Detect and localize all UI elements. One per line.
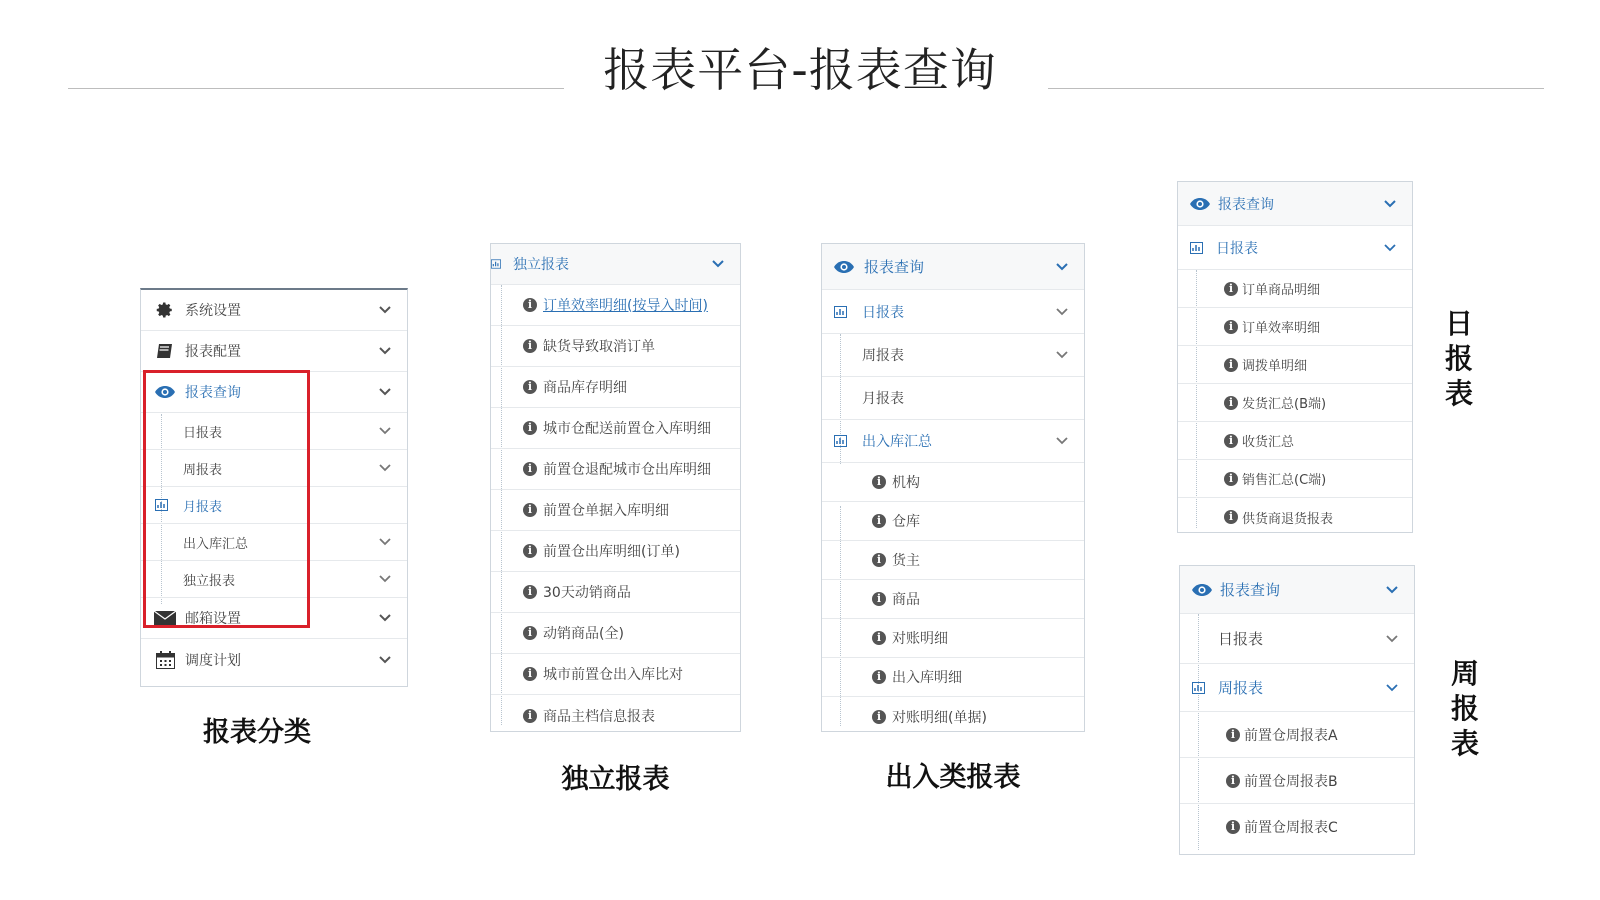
list-item[interactable]: [491, 572, 740, 613]
menu-label: 独立报表: [183, 573, 236, 589]
list-item[interactable]: [491, 490, 740, 531]
chart-icon: [491, 256, 501, 272]
info-icon: i: [523, 380, 537, 394]
info-icon: i: [523, 667, 537, 681]
menu-label: 邮箱设置: [185, 611, 241, 627]
list-item[interactable]: [822, 502, 1084, 541]
chevron-down-icon[interactable]: [1384, 584, 1400, 596]
chevron-down-icon[interactable]: [377, 612, 393, 624]
list-item[interactable]: [491, 449, 740, 490]
report-label: 订单效率明细: [1242, 321, 1321, 336]
standalone-report-panel: [490, 243, 741, 732]
info-icon: i: [523, 421, 537, 435]
panel-header-report-query[interactable]: [822, 244, 1084, 290]
inout-report-panel: [821, 243, 1085, 732]
daily-report-panel: [1177, 181, 1413, 533]
info-icon: i: [523, 339, 537, 353]
report-label: 城市前置仓出入库比对: [543, 667, 683, 683]
info-icon: i: [872, 710, 886, 724]
chevron-down-icon[interactable]: [377, 386, 393, 398]
menu-daily-report[interactable]: [1178, 226, 1412, 270]
report-label: 出入库明细: [892, 670, 962, 686]
menu-label: 周报表: [862, 348, 904, 364]
chevron-down-icon[interactable]: [377, 573, 393, 585]
info-icon: i: [523, 544, 537, 558]
report-label: 城市仓配送前置仓入库明细: [543, 421, 711, 437]
panel-header-report-query[interactable]: [1178, 182, 1412, 226]
report-label: 缺货导致取消订单: [543, 339, 655, 355]
list-item[interactable]: [822, 658, 1084, 697]
calendar-icon: [154, 650, 176, 670]
menu-report-config[interactable]: [141, 331, 407, 372]
info-icon: i: [1224, 396, 1238, 410]
menu-label: 周报表: [1218, 679, 1264, 697]
info-icon: i: [1226, 774, 1240, 788]
report-label: 30天动销商品: [543, 585, 631, 601]
chevron-down-icon[interactable]: [710, 258, 726, 270]
list-item[interactable]: [1178, 384, 1412, 422]
menu-system-settings[interactable]: [141, 290, 407, 331]
info-icon: i: [872, 592, 886, 606]
caption-report-category: 报表分类: [203, 717, 311, 748]
info-icon: i: [523, 626, 537, 640]
info-icon: i: [1224, 358, 1238, 372]
report-label: 前置仓周报表A: [1244, 727, 1338, 744]
eye-icon: [1190, 580, 1214, 600]
list-item[interactable]: [491, 285, 740, 326]
list-item[interactable]: [1180, 804, 1414, 850]
list-item[interactable]: [822, 697, 1084, 732]
info-icon: i: [523, 503, 537, 517]
list-item[interactable]: [1180, 758, 1414, 804]
menu-label: 系统设置: [185, 303, 241, 319]
menu-inout-summary[interactable]: [822, 420, 1084, 463]
report-label: 动销商品(全): [543, 626, 624, 642]
menu-weekly-report[interactable]: [822, 334, 1084, 377]
info-icon: i: [1226, 728, 1240, 742]
info-icon: i: [872, 514, 886, 528]
list-item[interactable]: [491, 654, 740, 695]
chevron-down-icon[interactable]: [1382, 242, 1398, 254]
chevron-down-icon[interactable]: [1054, 261, 1070, 273]
report-label: 销售汇总(C端): [1242, 473, 1327, 488]
report-label: 商品库存明细: [543, 380, 627, 396]
list-item[interactable]: [491, 613, 740, 654]
list-item[interactable]: [491, 408, 740, 449]
caption-weekly: 周 报 表: [1450, 657, 1479, 760]
report-label: 前置仓退配城市仓出库明细: [543, 462, 711, 478]
report-label: 仓库: [892, 514, 920, 530]
list-item[interactable]: [1178, 346, 1412, 384]
report-label: 供货商退货报表: [1242, 511, 1334, 527]
info-icon: i: [1224, 472, 1238, 486]
panel-header-label: 独立报表: [513, 257, 569, 273]
list-item[interactable]: [491, 531, 740, 572]
report-label: 调拨单明细: [1242, 359, 1308, 374]
eye-icon: [1188, 194, 1212, 214]
report-label: 商品: [892, 592, 920, 608]
chevron-down-icon[interactable]: [1384, 682, 1400, 694]
info-icon: i: [1224, 282, 1238, 296]
report-label: 前置仓周报表B: [1244, 773, 1338, 790]
info-icon: i: [1224, 510, 1238, 524]
info-icon: i: [523, 709, 537, 723]
eye-icon: [832, 257, 856, 277]
chart-icon: [1190, 680, 1206, 696]
menu-label: 调度计划: [185, 652, 241, 669]
info-icon: i: [1224, 320, 1238, 334]
caption-standalone: 独立报表: [561, 764, 670, 795]
report-label: 商品主档信息报表: [543, 708, 655, 725]
chevron-down-icon[interactable]: [377, 654, 393, 666]
menu-label: 报表配置: [185, 344, 241, 360]
menu-label: 出入库汇总: [183, 536, 249, 552]
menu-daily-report[interactable]: [822, 290, 1084, 334]
panel-header-label: 报表查询: [1220, 581, 1281, 599]
menu-label: 报表查询: [185, 385, 241, 401]
book-icon: [155, 341, 175, 361]
menu-daily-report[interactable]: [1180, 614, 1414, 664]
menu-label: 日报表: [183, 425, 223, 441]
list-item[interactable]: [822, 541, 1084, 580]
menu-label: 月报表: [862, 391, 904, 407]
info-icon: i: [872, 670, 886, 684]
info-icon: i: [523, 585, 537, 599]
chevron-down-icon[interactable]: [1054, 306, 1070, 318]
report-label: 前置仓出库明细(订单): [543, 544, 680, 560]
menu-label: 出入库汇总: [862, 434, 932, 450]
chevron-down-icon[interactable]: [377, 425, 393, 437]
panel-header-report-query[interactable]: [1180, 566, 1414, 614]
chevron-down-icon[interactable]: [377, 345, 393, 357]
report-link[interactable]: 订单效率明细(按导入时间): [543, 298, 708, 314]
menu-label: 日报表: [1218, 630, 1264, 648]
info-icon: i: [1224, 434, 1238, 448]
report-label: 前置仓单据入库明细: [543, 503, 669, 519]
report-label: 对账明细(单据): [892, 709, 987, 726]
weekly-report-panel: [1179, 565, 1415, 855]
list-item[interactable]: [1178, 460, 1412, 498]
caption-daily: 日 报 表: [1444, 307, 1473, 410]
chevron-down-icon[interactable]: [1054, 349, 1070, 361]
report-label: 发货汇总(B端): [1242, 397, 1327, 412]
list-item[interactable]: [1178, 422, 1412, 460]
info-icon: i: [1226, 820, 1240, 834]
chart-icon: [832, 433, 848, 449]
chart-icon: [1188, 240, 1204, 256]
report-label: 对账明细: [892, 631, 948, 647]
chevron-down-icon[interactable]: [377, 536, 393, 548]
panel-header-label: 报表查询: [864, 258, 925, 276]
report-label: 订单商品明细: [1242, 283, 1321, 298]
info-icon: i: [523, 462, 537, 476]
list-item[interactable]: [822, 463, 1084, 502]
chevron-down-icon[interactable]: [377, 304, 393, 316]
panel-header-label: 报表查询: [1218, 196, 1274, 213]
info-icon: i: [872, 631, 886, 645]
list-item[interactable]: [1178, 270, 1412, 308]
menu-label: 日报表: [1216, 240, 1258, 257]
chart-icon: [832, 304, 848, 320]
report-label: 前置仓周报表C: [1244, 820, 1338, 836]
list-item[interactable]: [1180, 712, 1414, 758]
report-label: 机构: [892, 475, 920, 491]
info-icon: i: [872, 553, 886, 567]
list-item[interactable]: [491, 367, 740, 408]
menu-weekly-report[interactable]: [1180, 664, 1414, 712]
caption-inout: 出入类报表: [885, 762, 1021, 793]
report-label: 收货汇总: [1242, 435, 1295, 450]
gear-icon: [155, 300, 175, 320]
menu-schedule-plan[interactable]: [141, 639, 407, 680]
menu-label: 月报表: [183, 499, 223, 515]
list-item[interactable]: [491, 695, 740, 732]
menu-label: 日报表: [862, 304, 904, 321]
list-item[interactable]: [1178, 308, 1412, 346]
list-item[interactable]: [822, 619, 1084, 658]
info-icon: i: [523, 298, 537, 312]
page-title: 报表平台-报表查询: [603, 43, 997, 97]
chevron-down-icon[interactable]: [1384, 633, 1400, 645]
chevron-down-icon[interactable]: [377, 462, 393, 474]
list-item[interactable]: [491, 326, 740, 367]
report-label: 货主: [892, 553, 920, 569]
list-item[interactable]: [822, 580, 1084, 619]
chevron-down-icon[interactable]: [1382, 198, 1398, 210]
chevron-down-icon[interactable]: [1054, 435, 1070, 447]
info-icon: i: [872, 475, 886, 489]
list-item[interactable]: [1178, 498, 1412, 533]
report-query-highlight: [143, 370, 310, 628]
menu-monthly-report[interactable]: [822, 377, 1084, 420]
panel-header-standalone[interactable]: [491, 244, 740, 285]
menu-label: 周报表: [183, 462, 223, 478]
